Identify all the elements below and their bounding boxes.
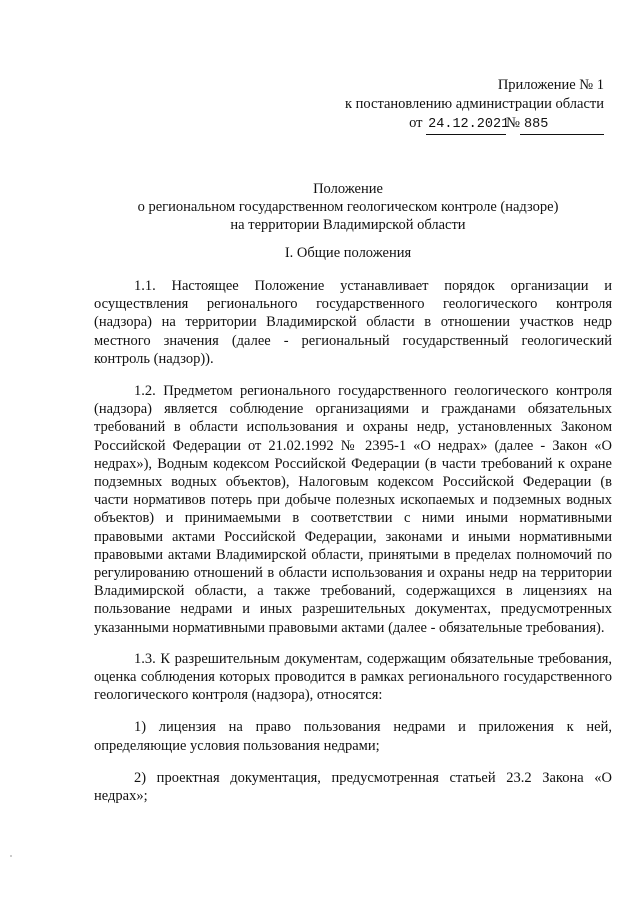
paragraph-1-3: 1.3. К разрешительным документам, содержащим обязательные требования, оценка соблюдения которых проводится в рамках регионального государственного геологического контроля (надзора), относятся:: [94, 650, 612, 704]
list-item-1: 1) лицензия на право пользования недрами и приложения к ней, определяющие условия пользования недрами;: [94, 719, 612, 754]
title-line-3: на территории Владимирской области: [230, 217, 466, 233]
document-body: [94, 277, 612, 819]
paragraph-1-2: 1.2. Предметом регионального государственного геологического контроля (надзора) является соблюдение организациями и гражданами обязательных требований в области использования и охраны недр, установленных Законом Российской Федерации от 21.02.1992 № 2395-1 «О недрах» (далее - Закон «О недрах»), Водным кодексом Российской Федерации (в части требований к охране подземных водных объектов), Налоговым кодексом Российской Федерации (в части нормативов потерь при добыче полезных ископаемых и подземных водных объектов) и принимаемыми в соответствии с ними иными нормативными правовыми актами Российской Федерации, законами и иными нормативными правовыми актами Владимирской области, принятыми в пределах полномочий по регулированию отношений в области использования и охраны недр на территории Владимирской области, а также требований, содержащихся в лицензиях на пользование недрами и иных разрешительных документах, предусмотренных указанными нормативными правовыми актами (далее - обязательные требования).: [94, 383, 612, 636]
scan-speck: [10, 855, 12, 857]
resolution-date-number: [409, 114, 604, 135]
resolution-date: 24.12.2021: [426, 115, 506, 135]
section-heading: I. Общие положения: [284, 245, 412, 261]
number-sign: №: [506, 115, 520, 131]
list-item-2: 2) проектная документация, предусмотренная статьей 23.2 Закона «О недрах»;: [94, 769, 612, 805]
resolution-label: к постановлению администрации области: [344, 96, 604, 112]
title-line-1: Положение: [313, 181, 383, 197]
approval-stamp: [324, 76, 604, 135]
paragraph-1-1: 1.1. Настоящее Положение устанавливает порядок организации и осуществления регионального государственного геологического контроля (надзора) на территории Владимирской области в отношении участков недр местного значения (далее - региональный государственный геологический контроль (надзор)).: [94, 278, 612, 367]
title-line-2: о региональном государственном геологическом контроле (надзоре): [137, 199, 559, 215]
date-prefix: от: [409, 115, 423, 131]
document-title: [88, 180, 608, 234]
appendix-label: Приложение № 1: [497, 77, 604, 93]
resolution-number: 885: [520, 115, 604, 135]
